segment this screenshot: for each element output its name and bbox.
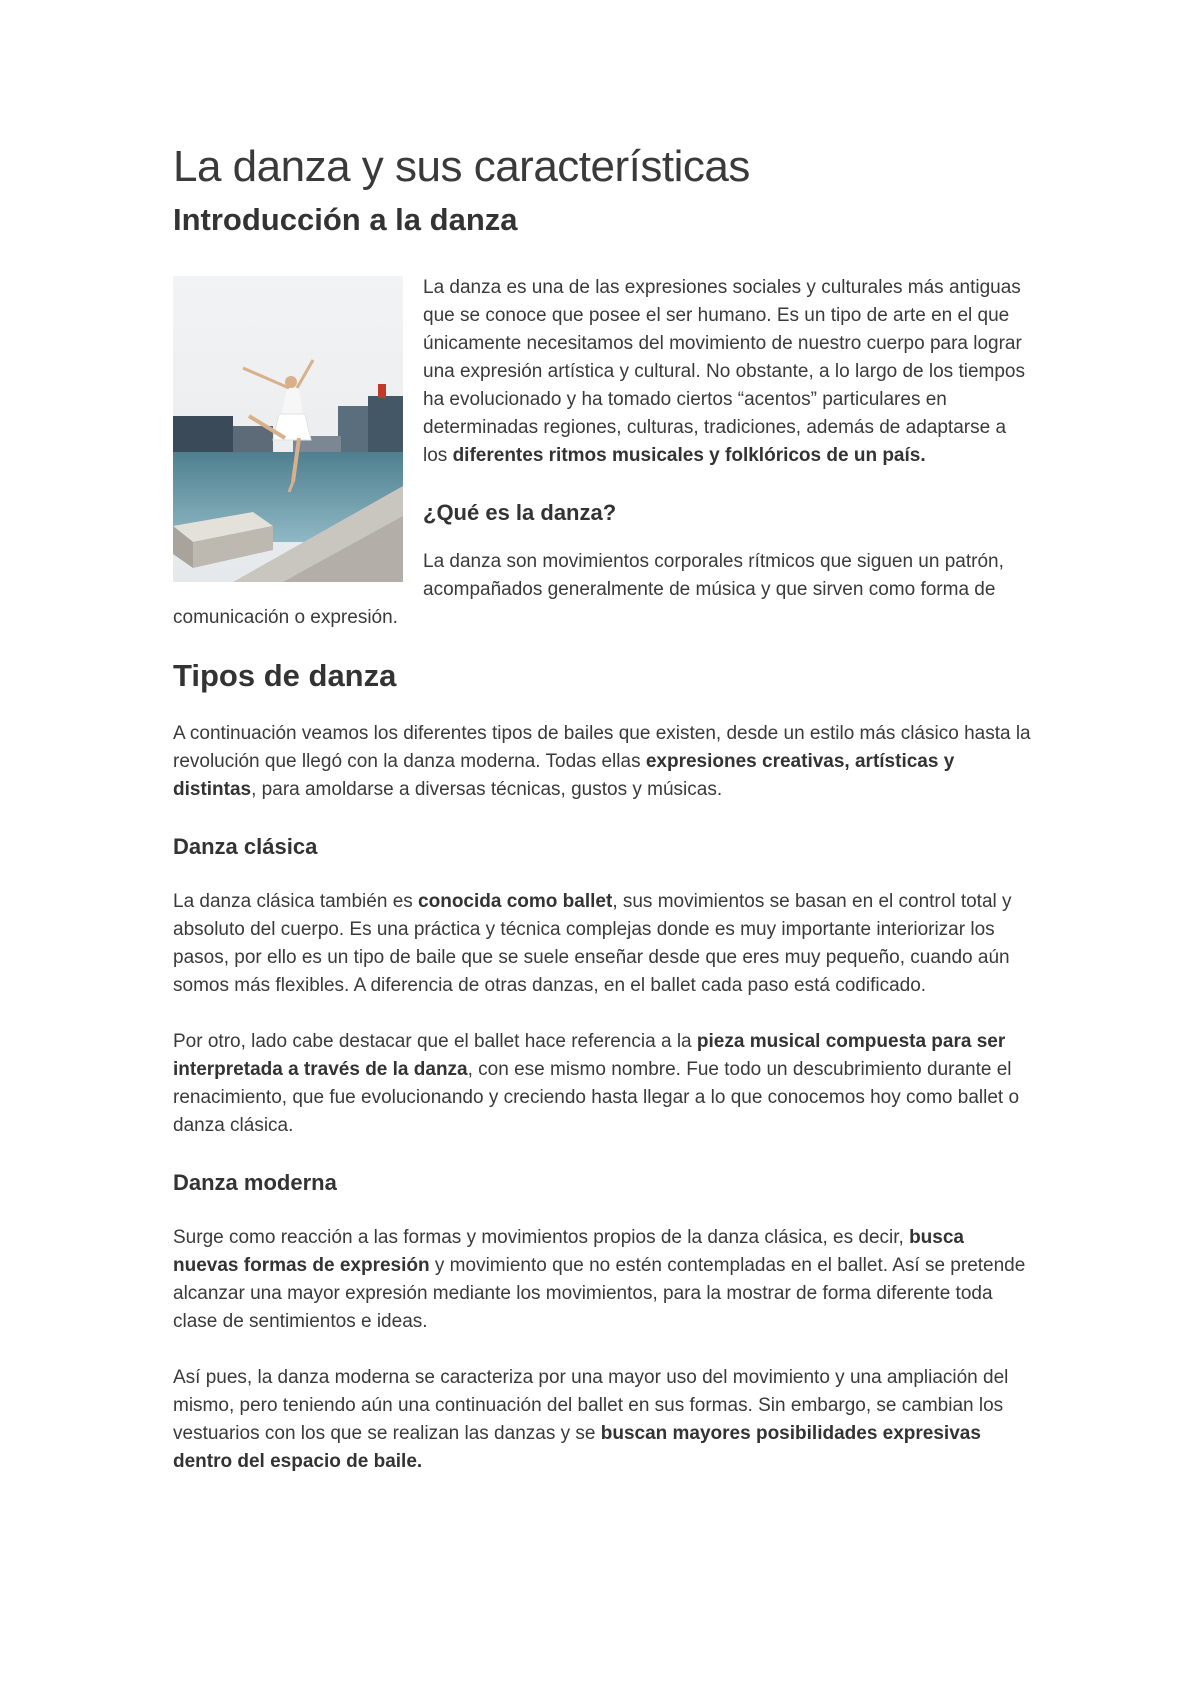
moderna-heading: Danza moderna [173,1170,337,1195]
clasica-bold-text-2: pieza musical compuesta para ser interpretada a través de la danza [173,1031,1006,1080]
clasica-paragraph-1: La danza clásica también es conocida como ballet, sus movimientos se basan en el control total y absoluto del cuerpo. Es una práctica y técnica complejas donde es muy importante interiorizar los pasos, por ello es un tipo de baile que se suele enseñar desde que eres muy pequeño, cuando aún somos más flexibles. A diferencia de otras danzas, en el ballet cada paso está codificado. [173,891,1012,996]
intro-paragraph: La danza es una de las expresiones sociales y culturales más antiguas que se conoce que posee el ser humano. Es un tipo de arte en el que únicamente necesitamos del movimiento de nuestro cuerpo para lograr una expresión artística y cultural. No obstante, a lo largo de los tiempos ha evolucionado y ha tomado ciertos “acentos” particulares en determinadas regiones, culturas, tradiciones, además de adaptarse a los diferentes ritmos musicales y folklóricos de un país. [423,277,1025,466]
intro-bold-text: diferentes ritmos musicales y folklóricos de un país. [452,445,926,466]
question-paragraph: La danza son movimientos corporales rítmicos que siguen un patrón, acompañados generalmente de música y que sirven como forma de comunicación o expresión. [173,551,1004,628]
moderna-bold-text-1: busca nuevas formas de expresión [173,1227,964,1276]
question-heading: ¿Qué es la danza? [423,500,617,525]
tipos-paragraph: A continuación veamos los diferentes tipos de bailes que existen, desde un estilo más clásico hasta la revolución que llegó con la danza moderna. Todas ellas expresiones creativas, artísticas y distintas, para amoldarse a diversas técnicas, gustos y músicas. [173,723,1031,800]
intro-section [173,274,1033,632]
dancer-photo-illustration [173,276,403,582]
moderna-bold-text-2: buscan mayores posibilidades expresivas dentro del espacio de baile. [173,1423,981,1472]
clasica-heading: Danza clásica [173,834,318,859]
clasica-paragraph-2: Por otro, lado cabe destacar que el ballet hace referencia a la pieza musical compuesta para ser interpretada a través de la danza, con ese mismo nombre. Fue todo un descubrimiento durante el renacimiento, que fue evolucionando y creciendo hasta llegar a lo que conocemos hoy como ballet o danza clásica. [173,1031,1020,1136]
moderna-paragraph-1: Surge como reacción a las formas y movimientos propios de la danza clásica, es decir, busca nuevas formas de expresión y movimiento que no estén contempladas en el ballet. Así se pretende alcanzar una mayor expresión mediante los movimientos, para la mostrar de forma diferente toda clase de sentimientos e ideas. [173,1227,1026,1332]
document-page [173,140,1033,1476]
document-title: La danza y sus características [173,142,750,191]
clasica-bold-text-1: conocida como ballet [418,891,613,912]
dancer-photo [173,276,403,582]
moderna-paragraph-2: Así pues, la danza moderna se caracteriza por una mayor uso del movimiento y una ampliación del mismo, pero teniendo aún una continuación del ballet en sus formas. Sin embargo, se cambian los vestuarios con los que se realizan las danzas y se buscan mayores posibilidades expresivas dentro del espacio de baile. [173,1367,1009,1472]
tipos-bold-text: expresiones creativas, artísticas y distintas [173,751,955,800]
tipos-heading: Tipos de danza [173,658,397,693]
intro-heading: Introducción a la danza [173,202,518,237]
